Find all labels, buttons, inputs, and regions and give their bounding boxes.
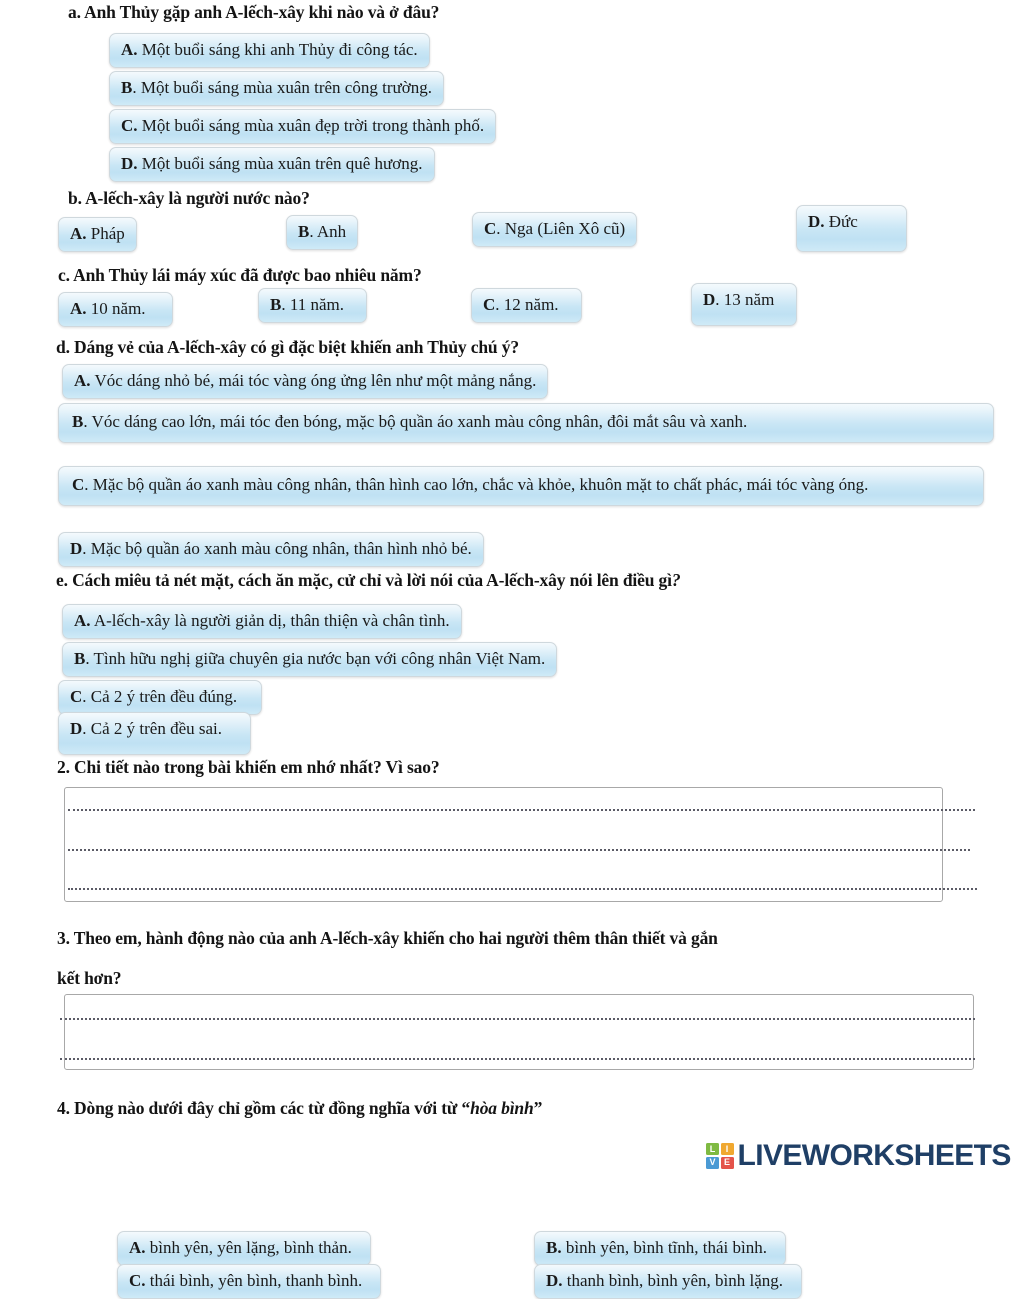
option-text: . Mặc bộ quần áo xanh màu công nhân, thân hình nhỏ bé. [82, 539, 472, 558]
option-text: . Một buổi sáng mùa xuân trên công trường. [132, 78, 432, 97]
option-a-C[interactable] [109, 109, 496, 144]
option-d-B[interactable] [58, 403, 994, 443]
option-text: Pháp [86, 224, 125, 243]
option-d-D[interactable] [58, 532, 484, 567]
option-4-C[interactable] [117, 1264, 381, 1299]
option-text: . 13 năm [715, 290, 775, 309]
option-c-A[interactable] [58, 292, 173, 327]
option-4-D[interactable] [534, 1264, 802, 1299]
option-letter: D [70, 539, 83, 558]
question-4-prefix: 4. Dòng nào dưới đây chỉ gồm các từ đồng nghĩa với từ “ [57, 1098, 471, 1118]
option-letter: A. [70, 299, 87, 318]
answer-line [60, 1018, 975, 1020]
liveworksheets-logo [706, 1139, 1011, 1173]
option-letter: A. [70, 224, 87, 243]
logo-tile-v [706, 1157, 719, 1169]
option-letter: C [483, 295, 496, 314]
question-3-prompt-line2: kết hơn? [57, 968, 122, 988]
option-4-A[interactable] [117, 1231, 371, 1266]
option-letter: A. [74, 371, 91, 390]
answer-box-question-2[interactable] [64, 787, 943, 902]
option-letter: B. [546, 1238, 562, 1257]
logo-tile-l [706, 1143, 719, 1155]
option-text: . Cả 2 ý trên đều sai. [82, 719, 223, 738]
option-text: A-lếch-xây là người giản dị, thân thiện và chân tình. [90, 611, 450, 630]
liveworksheets-wordmark: LIVEWORKSHEETS [737, 1139, 1011, 1172]
option-text: thanh bình, bình yên, bình lặng. [562, 1271, 784, 1290]
option-text: . 12 năm. [495, 295, 559, 314]
question-3-prompt-line1: 3. Theo em, hành động nào của anh A-lếch-xây khiến cho hai người thêm thân thiết và gắn [57, 928, 718, 948]
option-e-D[interactable] [58, 712, 251, 755]
option-letter: D [703, 290, 716, 309]
option-letter: C [72, 475, 85, 494]
option-text: Vóc dáng nhỏ bé, mái tóc vàng óng ửng lên như một mảng nắng. [90, 371, 537, 390]
option-letter: B [270, 295, 282, 314]
question-e-prompt-tail: ? [671, 570, 681, 590]
option-b-D[interactable] [796, 205, 907, 252]
option-text: . Anh [309, 222, 347, 241]
option-letter: B [121, 78, 133, 97]
logo-tile-e [721, 1157, 734, 1169]
option-text: . Mặc bộ quần áo xanh màu công nhân, thân hình cao lớn, chắc và khỏe, khuôn mặt to chất phác, mái tóc vàng óng. [84, 475, 869, 494]
option-a-B[interactable] [109, 71, 444, 106]
option-text: bình yên, bình tĩnh, thái bình. [561, 1238, 767, 1257]
option-letter: B [74, 649, 86, 668]
option-text: . Nga (Liên Xô cũ) [496, 219, 626, 238]
liveworksheets-logo-icon [706, 1143, 734, 1169]
option-d-C[interactable] [58, 466, 984, 506]
option-letter: A. [121, 40, 138, 59]
option-c-C[interactable] [471, 288, 582, 323]
logo-tile-letter: V [709, 1157, 716, 1168]
option-e-B[interactable] [62, 642, 557, 677]
option-letter: B [298, 222, 310, 241]
option-e-C[interactable] [58, 680, 262, 715]
option-a-D[interactable] [109, 147, 435, 182]
option-c-D[interactable] [691, 283, 797, 326]
question-a-prompt: a. Anh Thủy gặp anh A-lếch-xây khi nào và ở đâu? [68, 2, 440, 22]
logo-tile-i [721, 1143, 734, 1155]
option-text: Một buổi sáng mùa xuân trên quê hương. [137, 154, 423, 173]
option-d-A[interactable] [62, 364, 548, 399]
option-text: . Tình hữu nghị giữa chuyên gia nước bạn với công nhân Việt Nam. [85, 649, 546, 668]
question-4-italic-term: hòa bình [470, 1098, 534, 1118]
option-b-A[interactable] [58, 217, 137, 252]
option-letter: C. [129, 1271, 146, 1290]
option-letter: C. [121, 116, 138, 135]
question-c-prompt: c. Anh Thủy lái máy xúc đã được bao nhiêu năm? [58, 265, 422, 285]
option-letter: C [70, 687, 83, 706]
option-text: . Cả 2 ý trên đều đúng. [82, 687, 238, 706]
question-4-prompt [57, 1098, 542, 1120]
answer-line [60, 1058, 975, 1060]
option-c-B[interactable] [258, 288, 367, 323]
question-e-prompt-main: e. Cách miêu tả nét mặt, cách ăn mặc, cử chỉ và lời nói của A-lếch-xây nói lên điều gì [56, 570, 672, 590]
option-letter: D. [121, 154, 138, 173]
option-letter: A. [129, 1238, 146, 1257]
option-text: Đức [824, 212, 858, 231]
option-text: . 11 năm. [281, 295, 344, 314]
option-text: thái bình, yên bình, thanh bình. [145, 1271, 363, 1290]
question-e-prompt [56, 570, 680, 592]
option-b-C[interactable] [472, 212, 637, 247]
logo-tile-letter: I [725, 1143, 729, 1154]
option-text: 10 năm. [86, 299, 146, 318]
option-letter: A. [74, 611, 91, 630]
logo-tile-letter: E [723, 1157, 730, 1168]
option-text: . Vóc dáng cao lớn, mái tóc đen bóng, mặc bộ quần áo xanh màu công nhân, đôi mắt sâu và xanh. [83, 412, 748, 431]
option-4-B[interactable] [534, 1231, 786, 1266]
question-b-prompt: b. A-lếch-xây là người nước nào? [68, 188, 310, 208]
option-text: Một buổi sáng mùa xuân đẹp trời trong thành phố. [137, 116, 485, 135]
question-d-prompt: d. Dáng vẻ của A-lếch-xây có gì đặc biệt khiến anh Thủy chú ý? [56, 337, 519, 357]
option-letter: D. [808, 212, 825, 231]
option-letter: D [70, 719, 83, 738]
option-text: Một buổi sáng khi anh Thủy đi công tác. [137, 40, 418, 59]
question-4-suffix: ” [533, 1098, 543, 1118]
option-letter: B [72, 412, 84, 431]
option-b-B[interactable] [286, 215, 358, 250]
option-letter: C [484, 219, 497, 238]
answer-line [68, 888, 977, 890]
option-e-A[interactable] [62, 604, 462, 639]
answer-line [68, 849, 970, 851]
option-text: bình yên, yên lặng, bình thản. [145, 1238, 352, 1257]
question-2-prompt: 2. Chi tiết nào trong bài khiến em nhớ nhất? Vì sao? [57, 757, 440, 777]
answer-line [68, 809, 975, 811]
option-letter: D. [546, 1271, 563, 1290]
option-a-A[interactable] [109, 33, 430, 68]
logo-tile-letter: L [709, 1143, 716, 1154]
